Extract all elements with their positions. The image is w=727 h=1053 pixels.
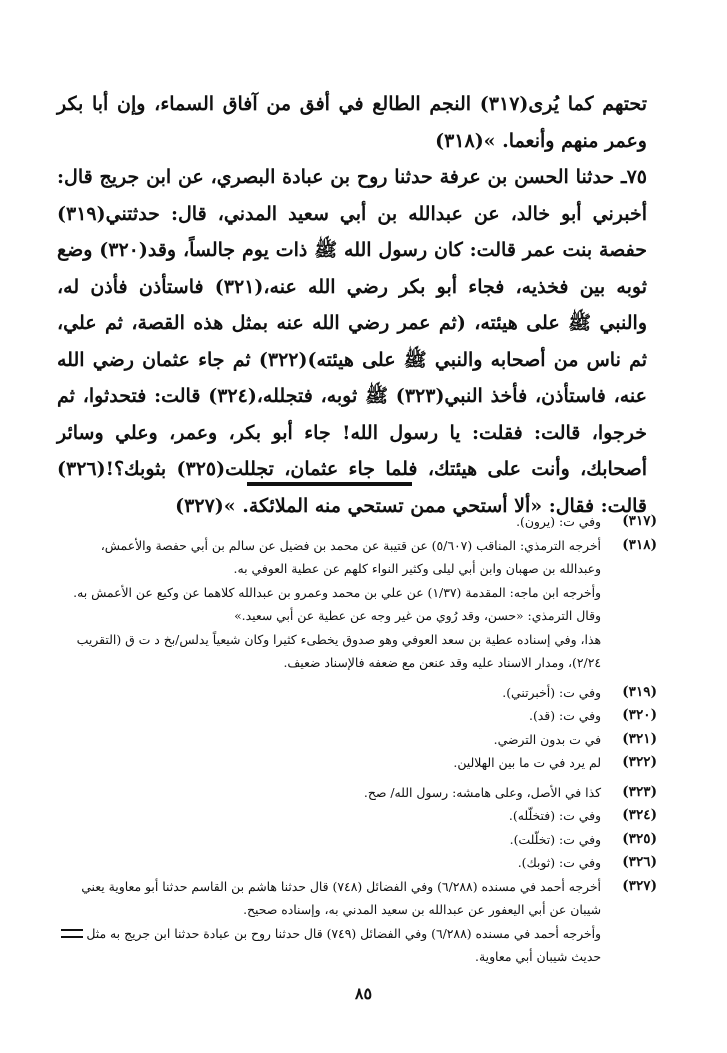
footnote-line: وفي ت: (أخبرتني).: [502, 684, 601, 700]
footnote-line: ٢/٢٤)، ومدار الاسناد عليه وقد عنعن مع ضعفه فالإسناد ضعيف.: [283, 655, 601, 670]
footnote-line: وفي ت: (قد).: [529, 708, 601, 723]
footnote-number: (٣٢٠): [622, 707, 657, 723]
footnote-number: (٣١٧): [622, 513, 657, 529]
footnote: [47, 510, 657, 534]
footnote: [47, 828, 657, 852]
footnote: [47, 781, 657, 805]
hadith-75: ٧٥ـ حدثنا الحسن بن عرفة حدثنا روح بن عبادة البصري، عن ابن جريج قال: أخبرني أبو خالد، عن عبدالله بن أبي سعيد المدني، قال: حدثتني(٣١٩) حفصة بنت عمر قالت: كان رسول الله ﷺ ذات يوم جالساً، وقد(٣٢٠) وضع ثوبه بين فخذيه، فجاء أبو بكر رضي الله عنه،(٣٢١) فاستأذن فأذن له، والنبي ﷺ على هيئته، (ثم عمر رضي الله عنه بمثل هذه القصة، ثم علي، ثم ناس من أصحابه والنبي ﷺ على هيئته)(٣٢٢) ثم جاء عثمان رضي الله عنه، فاستأذن، فأخذ النبي(٣٢٣) ﷺ ثوبه، فتجلله،(٣٢٤) قالت: فتحدثوا، ثم خرجوا، قالت: فقلت: يا رسول الله! جاء أبو بكر، وعمر، وعلي وسائر أصحابك، وأنت على هيئتك، فلما جاء عثمان، تجللت(٣٢٥) بثوبك؟!(٣٢٦) قالت: فقال: «ألا أستحي ممن تستحي منه الملائكة. »(٣٢٧): [57, 166, 648, 517]
footnote-number: (٣٢١): [622, 730, 657, 747]
footnote-line: وفي ت: (يرون).: [516, 514, 601, 529]
footnote-number: (٣١٩): [622, 683, 657, 700]
page-number: ٨٥: [354, 984, 373, 1003]
footnote-number: (٣٢٦): [622, 854, 657, 870]
footnote-line: شيبان عن أبي اليعفور عن عبدالله بن سعيد المدني به، وإسناده صحيح.: [243, 902, 601, 917]
footnote-number: (٣٢٢): [622, 754, 657, 770]
footnote-line: وفي ت: (فتخلّله).: [508, 808, 601, 823]
footnote: [47, 704, 657, 728]
main-text: [57, 86, 647, 524]
footnote: [47, 804, 657, 828]
footnote-line: هذا، وفي إسناده عطية بن سعد العوفي وهو صدوق يخطىء كثيرا وكان شيعياً يدلس/بخ د ت ق (التقريب: [76, 631, 601, 647]
footnote-line: وفي ت: (ثوبك).: [517, 855, 601, 870]
footnote: [47, 681, 657, 705]
footnote-line: في ت بدون الترضي.: [493, 731, 601, 747]
footnote-line: وعبدالله بن صهبان وابن أبي ليلى وكثير النواء كلهم عن عطية العوفي به.: [233, 561, 601, 576]
footnotes: [47, 510, 657, 969]
footnote: [47, 534, 657, 675]
footnote-line: حديث شيبان أبي معاوية.: [475, 949, 601, 964]
footnote: [47, 875, 657, 969]
footnote-line: وفي ت: (تخلّلت).: [509, 831, 601, 847]
footnote: [47, 728, 657, 752]
footnote: [47, 851, 657, 875]
footnote-line: كذا في الأصل، وعلى هامشه: رسول الله/ صح.: [363, 784, 601, 800]
continuation-mark: [61, 929, 83, 943]
main-line-1: تحتهم كما يُرى(٣١٧) النجم الطالع في أفق من آفاق السماء، وإن أبا بكر وعمر منهم وأنعما. »(٣١٨): [57, 93, 647, 152]
footnote-number: (٣٢٣): [622, 783, 657, 800]
footnote-number: (٣٢٧): [622, 877, 657, 894]
footnote-number: (٣٢٥): [622, 830, 657, 847]
footnote-line: أخرجه أحمد في مسنده (٦/٢٨٨) وفي الفضائل (٧٤٨) قال حدثنا هاشم بن القاسم حدثنا أبو معاوية يعني: [81, 878, 601, 894]
footnote-separator: [247, 482, 412, 486]
footnote-line: وقال الترمذي: «حسن، وقد رُوي من غير وجه عن عطية عن أبي سعيد.»: [234, 608, 601, 623]
footnote-line: أخرجه الترمذي: المناقب (٥/٦٠٧) عن قتيبة عن محمد بن فضيل عن سالم بن أبي حفصة والأعمش،: [100, 537, 601, 553]
footnote: [47, 751, 657, 775]
footnote-line: وأخرجه أحمد في مسنده (٦/٢٨٨) وفي الفضائل (٧٤٩) قال حدثنا روح بن عبادة حدثنا ابن جريج به مثل: [86, 925, 601, 941]
footnote-line: لم يرد في ت ما بين الهلالين.: [453, 755, 601, 770]
footnote-number: (٣١٨): [622, 536, 657, 553]
footnote-line: وأخرجه ابن ماجه: المقدمة (١/٣٧) عن علي بن محمد وعمرو بن عبدالله كلاهما عن وكيع عن الأعمش به.: [73, 584, 601, 600]
footnote-number: (٣٢٤): [622, 807, 657, 823]
